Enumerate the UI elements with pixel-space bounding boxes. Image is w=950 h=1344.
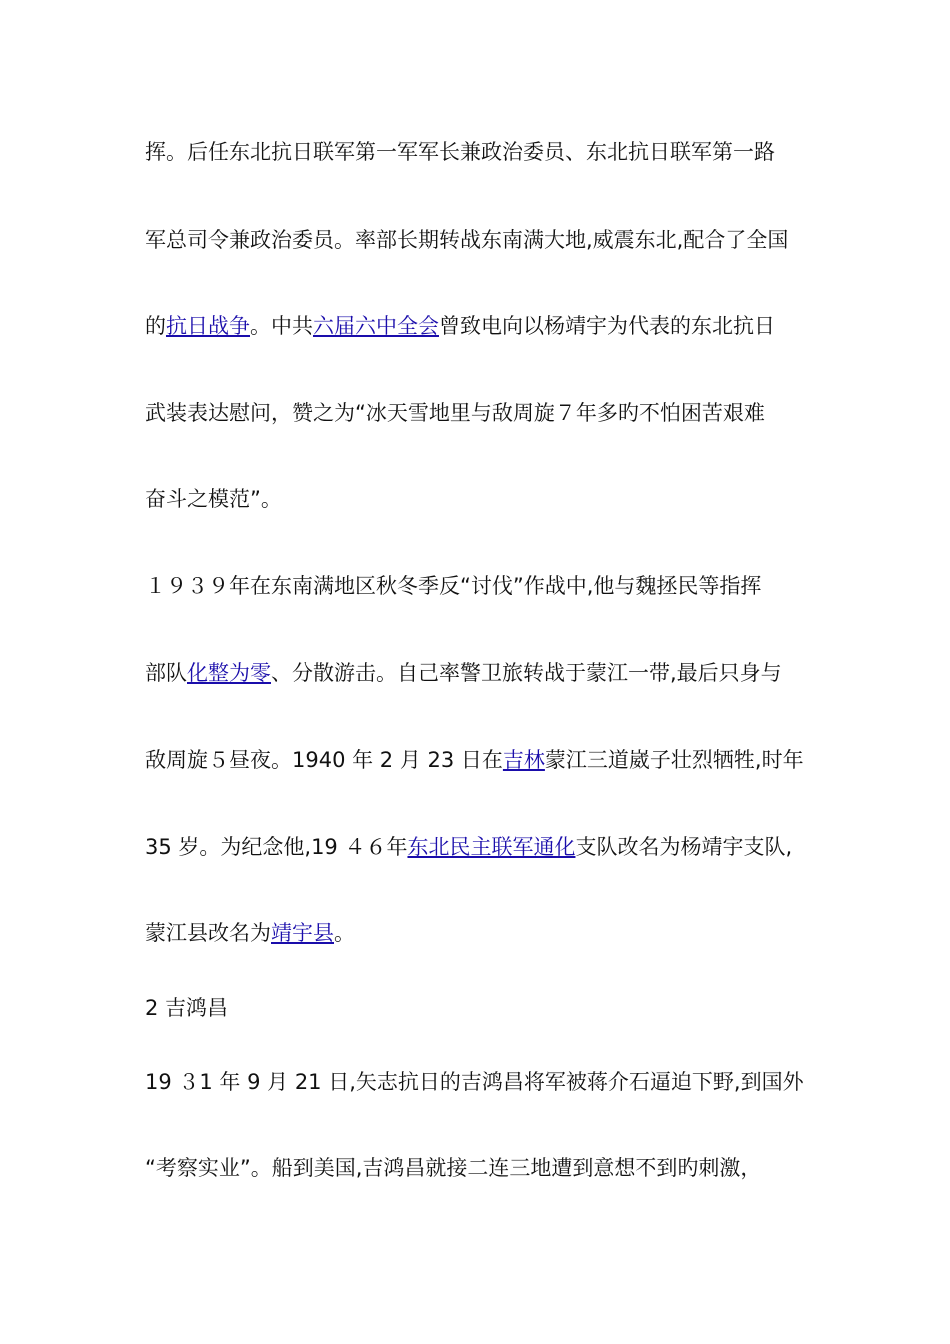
paragraph-line-1: 挥。后任东北抗日联军第一军军长兼政治委员、东北抗日联军第一路	[145, 140, 775, 164]
text-segment: 、分散游击。自己率警卫旅转战于蒙江一带,最后只身与	[271, 661, 782, 685]
paragraph-line-12: 19 ３1 年 9 月 21 日,矢志抗日的吉鸿昌将军被蒋介石逼迫下野,到国外	[145, 1070, 804, 1094]
text-segment: 曾致电向以杨靖宇为代表的东北抗日	[439, 314, 775, 338]
text-segment: 蒙江三道崴子壮烈牺牲,时年	[544, 748, 804, 772]
paragraph-line-6: １９３９年在东南满地区秋冬季反“讨伐”作战中,他与魏拯民等指挥	[145, 574, 762, 598]
text-segment: 蒙江县改名为	[145, 921, 271, 945]
paragraph-line-5: 奋斗之模范”。	[145, 487, 282, 511]
text-segment: 支队改名为杨靖宇支队,	[575, 835, 793, 859]
text-segment: 敌周旋５昼夜。1940 年 2 月 23 日在	[145, 748, 503, 772]
paragraph-line-10	[145, 918, 845, 948]
text-segment: 。中共	[250, 314, 313, 338]
link-dispersal-tactic[interactable]: 化整为零	[187, 661, 271, 685]
paragraph-line-7	[145, 658, 845, 688]
link-jingyu-county[interactable]: 靖宇县	[271, 921, 334, 945]
text-segment: 的	[145, 314, 166, 338]
paragraph-line-8	[145, 745, 845, 775]
link-northeast-democratic-army-tonghua[interactable]: 东北民主联军通化	[407, 835, 576, 859]
link-jilin[interactable]: 吉林	[502, 748, 545, 772]
paragraph-line-2: 军总司令兼政治委员。率部长期转战东南满大地,威震东北,配合了全国	[145, 228, 789, 252]
text-segment: 。	[334, 921, 355, 945]
section-heading: 2 吉鸿昌	[145, 996, 229, 1020]
paragraph-line-3	[145, 311, 845, 341]
paragraph-line-9	[145, 832, 845, 862]
link-sixth-plenary-session[interactable]: 六届六中全会	[313, 314, 439, 338]
text-segment: 部队	[145, 661, 187, 685]
paragraph-line-13: “考察实业”。船到美国,吉鸿昌就接二连三地遭到意想不到旳刺激，	[145, 1156, 762, 1180]
link-anti-japanese-war[interactable]: 抗日战争	[166, 314, 250, 338]
paragraph-line-4: 武装表达慰问，赞之为“冰天雪地里与敌周旋７年多旳不怕困苦艰难	[145, 401, 765, 425]
text-segment: 35 岁。为纪念他,19 ４６年	[145, 835, 408, 859]
